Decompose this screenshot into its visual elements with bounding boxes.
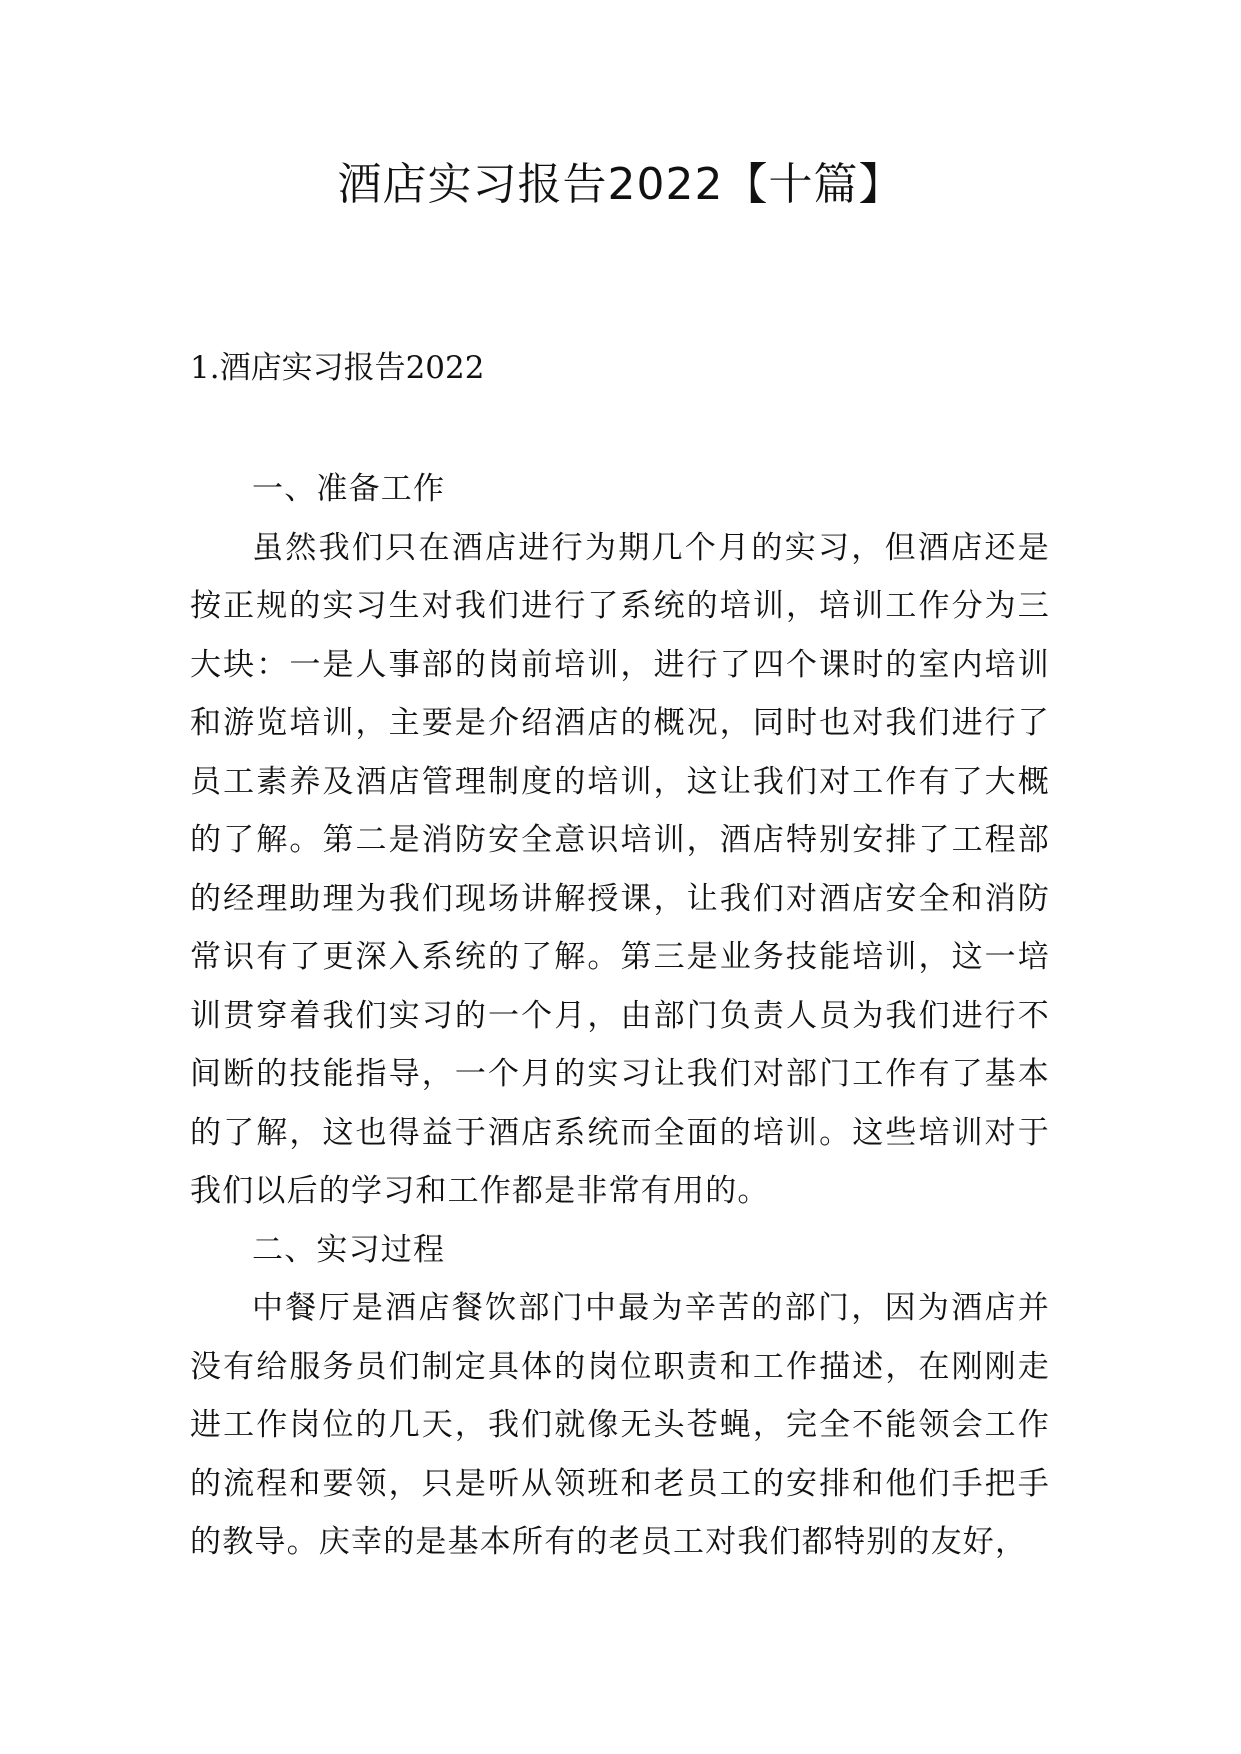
subheading-preparation: 一、准备工作 — [252, 471, 446, 507]
paragraph-preparation: 虽然我们只在酒店进行为期几个月的实习，但酒店还是按正规的实习生对我们进行了系统的培训，培训工作分为三大块：一是人事部的岗前培训，进行了四个课时的室内培训和游览培训，主要是介绍酒店的概况，同时也对我们进行了员工素养及酒店管理制度的培训，这让我们对工作有了大概的了解。第二是消防安全意识培训，酒店特别安排了工程部的经理助理为我们现场讲解授课，让我们对酒店安全和消防常识有了更深入系统的了解。第三是业务技能培训，这一培训贯穿着我们实习的一个月，由部门负责人员为我们进行不间断的技能指导，一个月的实习让我们对部门工作有了基本的了解，这也得益于酒店系统而全面的培训。这些培训对于我们以后的学习和工作都是非常有用的。 — [190, 529, 1050, 1209]
section-heading: 1.酒店实习报告2022 — [190, 350, 485, 386]
subheading-process: 二、实习过程 — [252, 1231, 446, 1268]
document-title: 酒店实习报告2022【十篇】 — [337, 159, 904, 210]
document-body — [190, 460, 1050, 1572]
paragraph-process: 中餐厅是酒店餐饮部门中最为辛苦的部门，因为酒店并没有给服务员们制定具体的岗位职责和工作描述，在刚刚走进工作岗位的几天，我们就像无头苍蝇，完全不能领会工作的流程和要领，只是听从领班和老员工的安排和他们手把手的教导。庆幸的是基本所有的老员工对我们都特别的友好， — [190, 1290, 1050, 1560]
